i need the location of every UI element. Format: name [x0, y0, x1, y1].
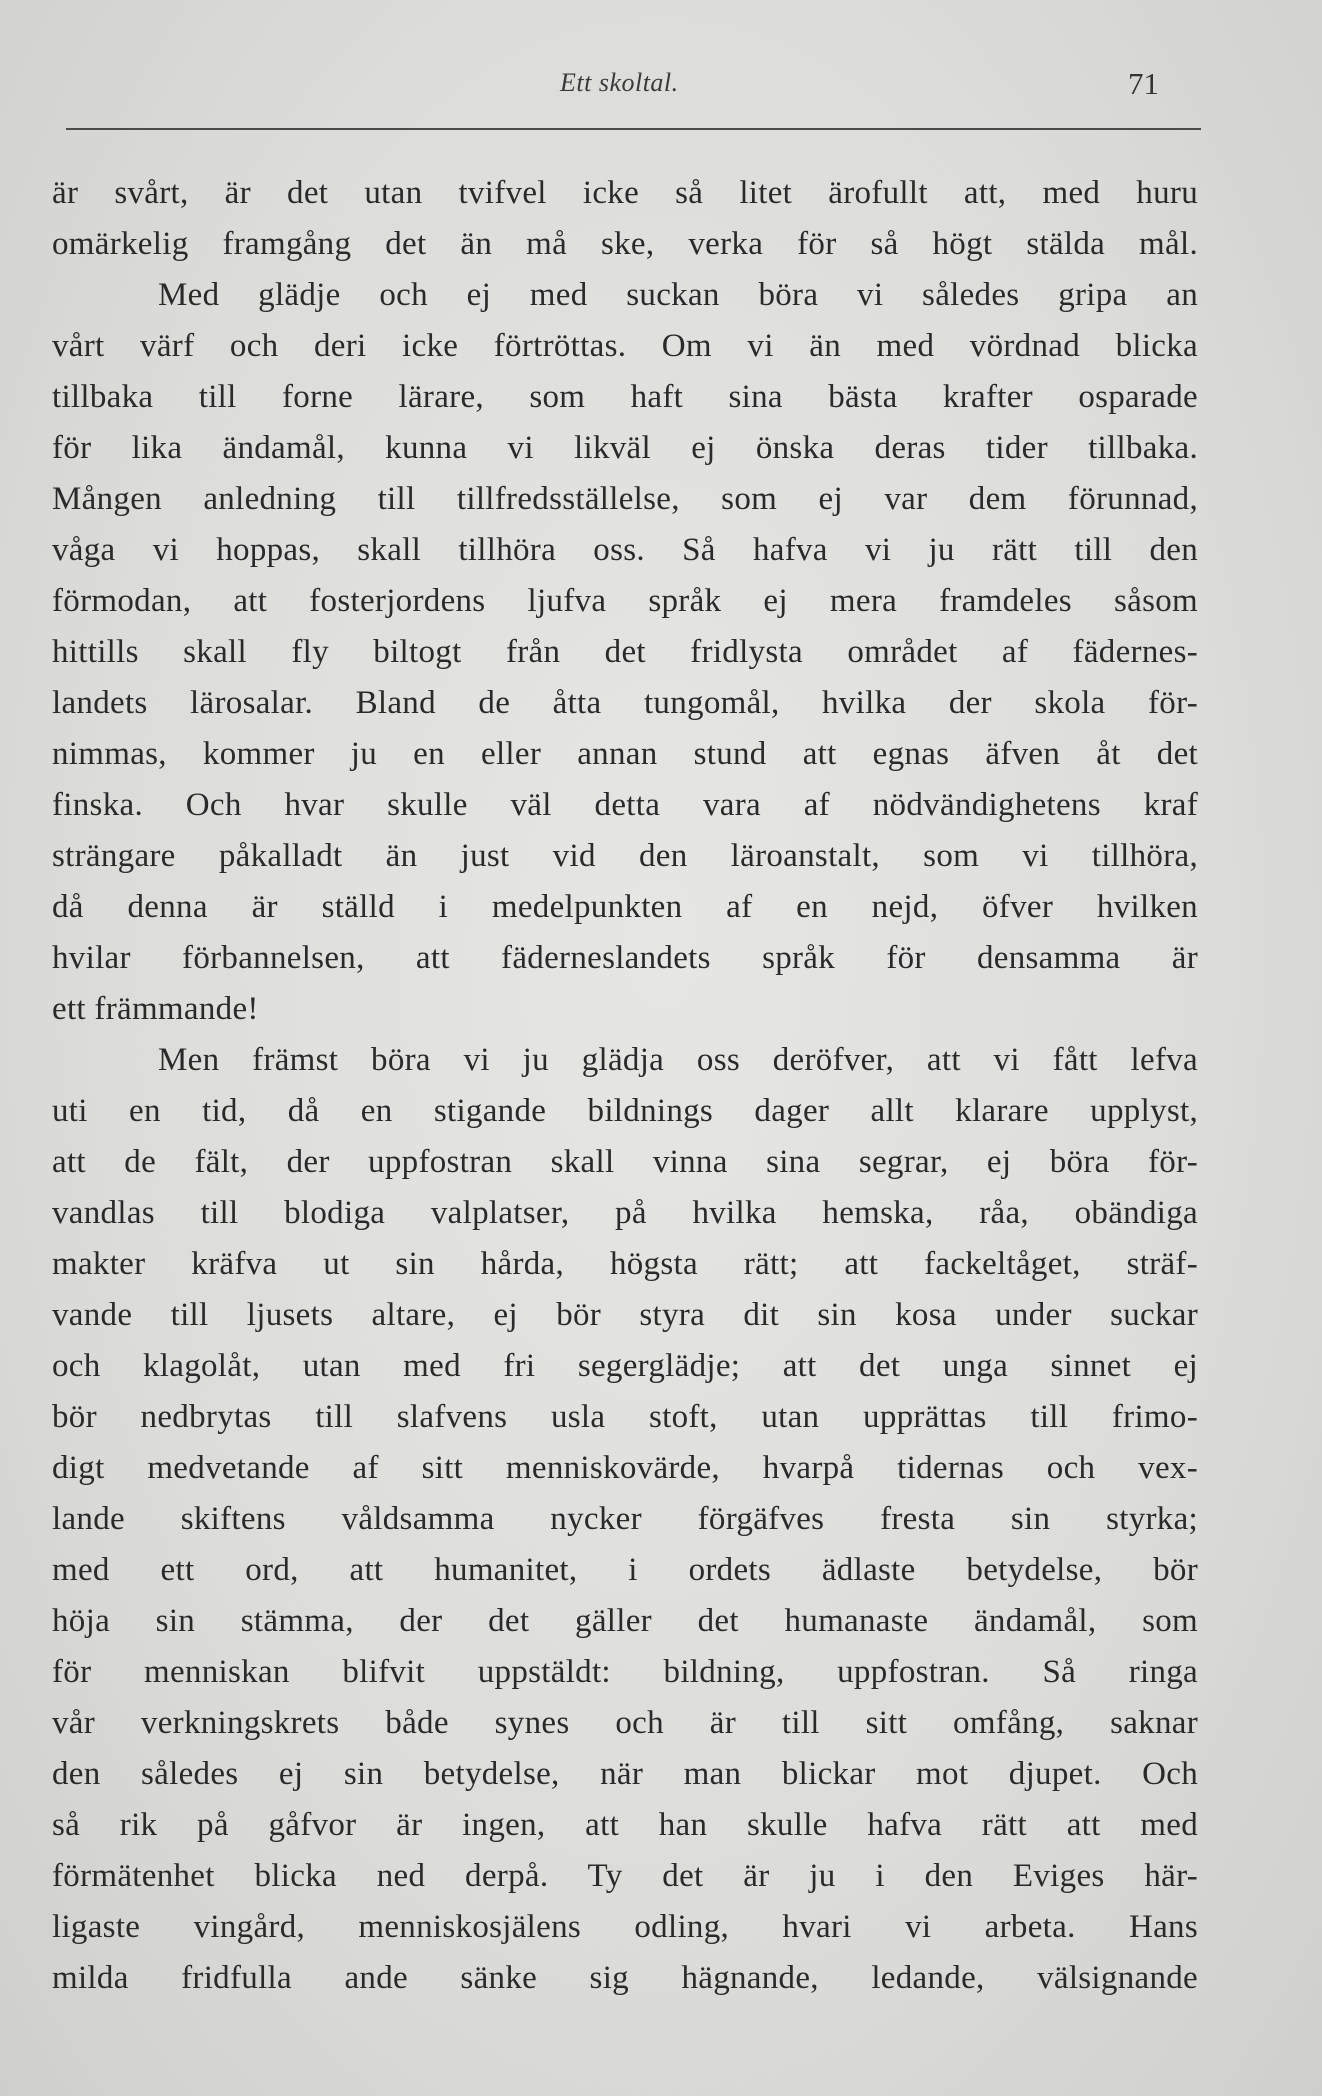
text-line: och klagolåt, utan med fri segerglädje; att det unga sinnet ej	[52, 1348, 1198, 1384]
text-line: landets lärosalar. Bland de åtta tungomål, hvilka der skola för-	[52, 685, 1198, 721]
page-number: 71	[1128, 66, 1159, 101]
text-line: då denna är ställd i medelpunkten af en nejd, öfver hvilken	[52, 889, 1198, 925]
running-title: Ett skoltal.	[560, 68, 679, 97]
header-rule	[66, 128, 1201, 130]
text-line: förmätenhet blicka ned derpå. Ty det är ju i den Eviges här-	[52, 1858, 1198, 1894]
text-line: digt medvetande af sitt menniskovärde, hvarpå tidernas och vex-	[52, 1450, 1198, 1486]
text-line: för lika ändamål, kunna vi likväl ej önska deras tider tillbaka.	[52, 430, 1198, 466]
text-line: finska. Och hvar skulle väl detta vara af nödvändighetens kraf	[52, 787, 1198, 823]
text-line: att de fält, der uppfostran skall vinna sina segrar, ej böra för-	[52, 1144, 1198, 1180]
text-line: tillbaka till forne lärare, som haft sina bästa krafter osparade	[52, 379, 1198, 415]
text-line: milda fridfulla ande sänke sig hägnande, ledande, välsignande	[52, 1960, 1198, 1996]
text-line: vandlas till blodiga valplatser, på hvilka hemska, råa, obändiga	[52, 1195, 1198, 1231]
text-line: nimmas, kommer ju en eller annan stund att egnas äfven åt det	[52, 736, 1198, 772]
text-line: Men främst böra vi ju glädja oss deröfver, att vi fått lefva	[158, 1042, 1198, 1078]
text-line: förmodan, att fosterjordens ljufva språk ej mera framdeles såsom	[52, 583, 1198, 619]
text-line: hvilar förbannelsen, att fäderneslandets språk för densamma är	[52, 940, 1198, 976]
running-head	[0, 68, 1322, 108]
text-line: så rik på gåfvor är ingen, att han skulle hafva rätt att med	[52, 1807, 1198, 1843]
text-line: är svårt, är det utan tvifvel icke så litet ärofullt att, med huru	[52, 175, 1198, 211]
text-line: omärkelig framgång det än må ske, verka för så högt stälda mål.	[52, 226, 1198, 262]
text-line: vårt värf och deri icke förtröttas. Om vi än med vördnad blicka	[52, 328, 1198, 364]
text-line: uti en tid, då en stigande bildnings dager allt klarare upplyst,	[52, 1093, 1198, 1129]
text-line: bör nedbrytas till slafvens usla stoft, utan upprättas till frimo-	[52, 1399, 1198, 1435]
text-line: den således ej sin betydelse, när man blickar mot djupet. Och	[52, 1756, 1198, 1792]
text-line: Med glädje och ej med suckan böra vi således gripa an	[158, 277, 1198, 313]
text-line: höja sin stämma, der det gäller det humanaste ändamål, som	[52, 1603, 1198, 1639]
text-line: strängare påkalladt än just vid den läroanstalt, som vi tillhöra,	[52, 838, 1198, 874]
text-line: vande till ljusets altare, ej bör styra dit sin kosa under suckar	[52, 1297, 1198, 1333]
text-line: för menniskan blifvit uppstäldt: bildning, uppfostran. Så ringa	[52, 1654, 1198, 1690]
text-line: lande skiftens våldsamma nycker förgäfves fresta sin styrka;	[52, 1501, 1198, 1537]
body-text	[52, 168, 1198, 2004]
text-line: vår verkningskrets både synes och är till sitt omfång, saknar	[52, 1705, 1198, 1741]
text-line: våga vi hoppas, skall tillhöra oss. Så hafva vi ju rätt till den	[52, 532, 1198, 568]
text-line: med ett ord, att humanitet, i ordets ädlaste betydelse, bör	[52, 1552, 1198, 1588]
text-line: hittills skall fly biltogt från det fridlysta området af fädernes-	[52, 634, 1198, 670]
text-line: ett främmande!	[52, 991, 259, 1027]
text-line: ligaste vingård, menniskosjälens odling, hvari vi arbeta. Hans	[52, 1909, 1198, 1945]
text-line: Mången anledning till tillfredsställelse, som ej var dem förunnad,	[52, 481, 1198, 517]
text-line: makter kräfva ut sin hårda, högsta rätt; att fackeltåget, sträf-	[52, 1246, 1198, 1282]
